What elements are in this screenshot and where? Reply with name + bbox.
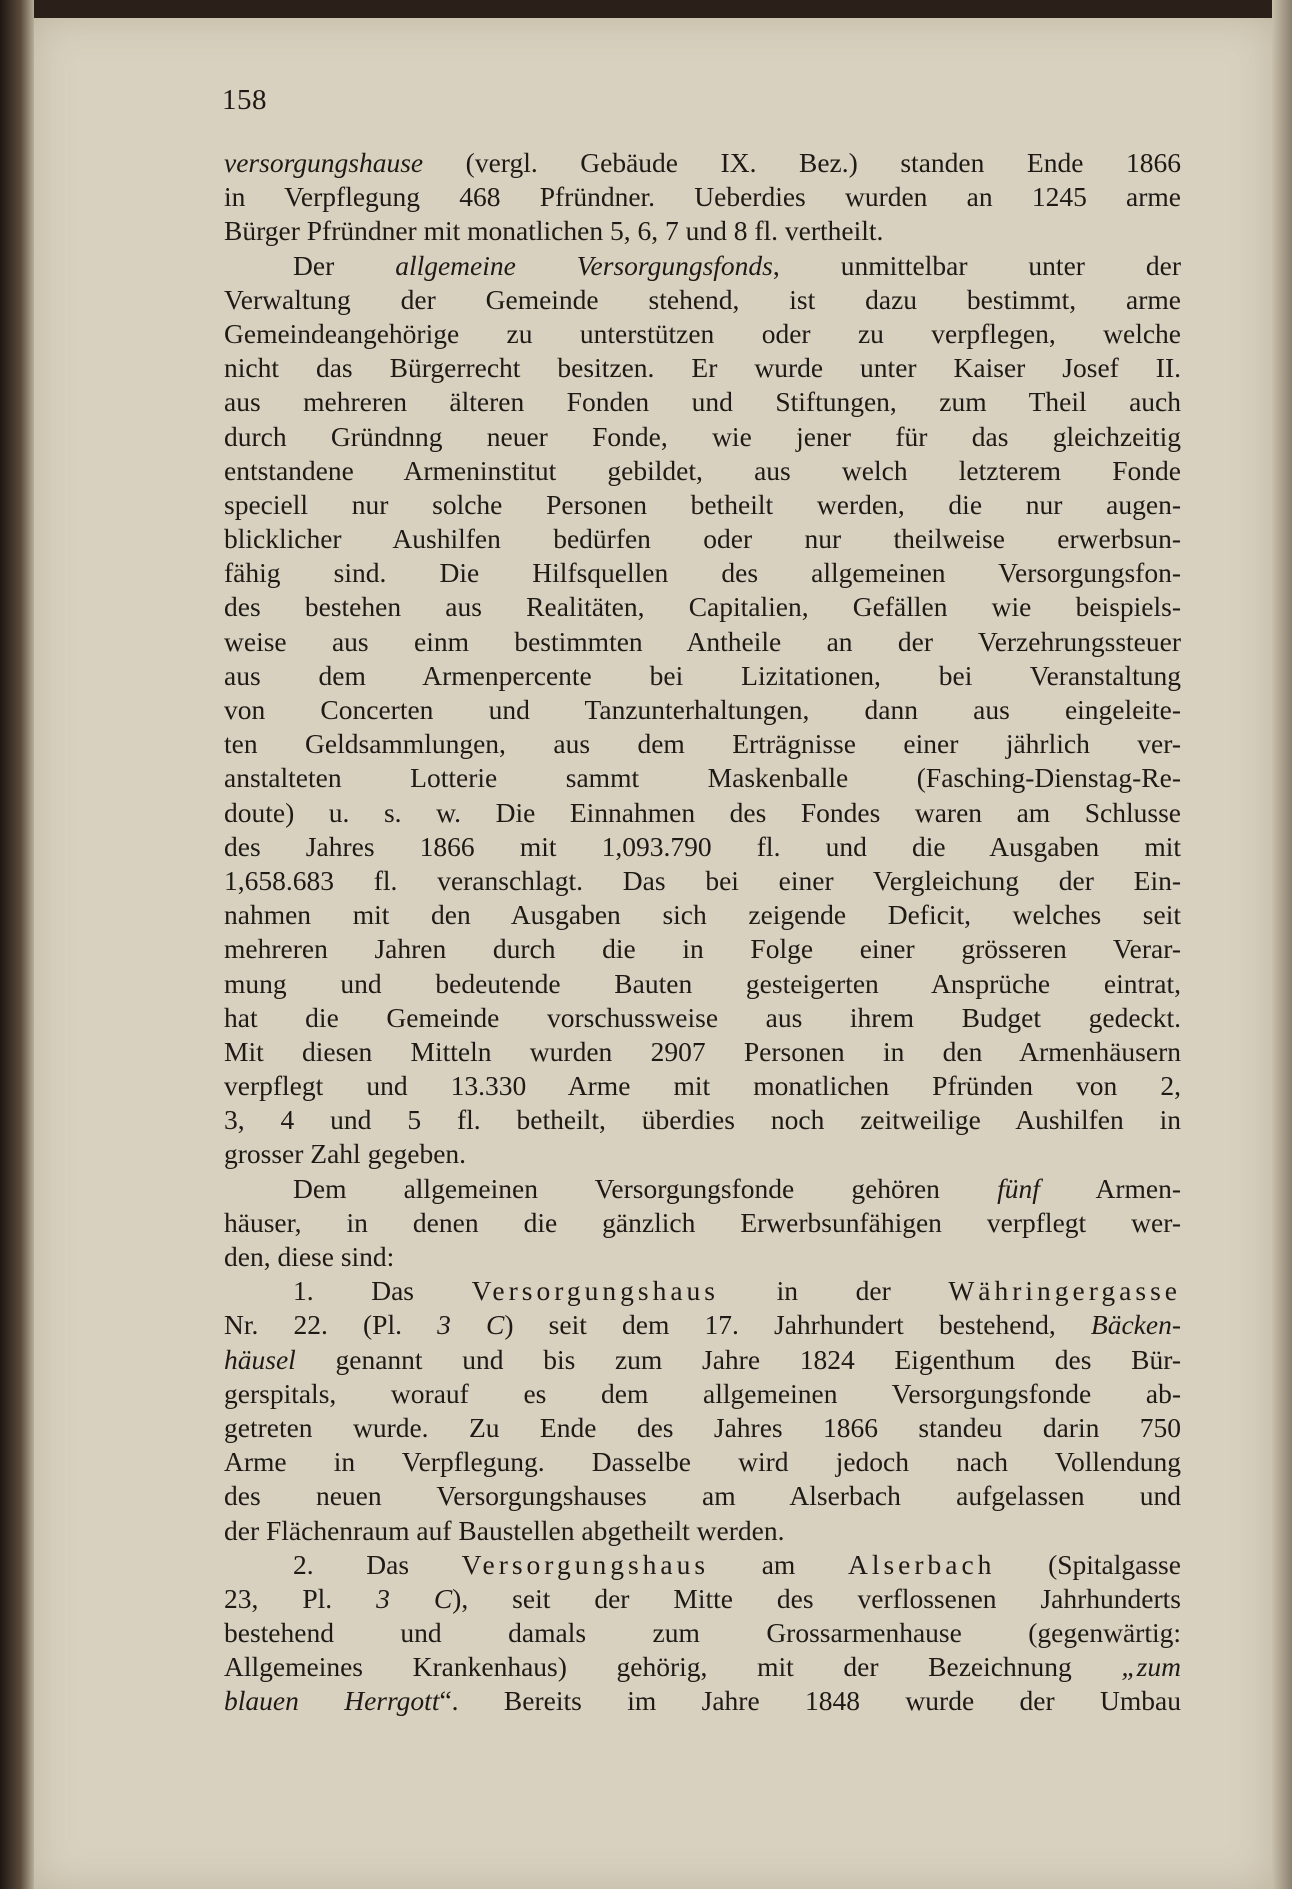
text-segment: in der [719,1275,949,1307]
text-segment: Armen- [1039,1172,1181,1204]
body-text [224,146,1181,1719]
text-segment: genannt und bis zum Jahre 1824 Eigenthum des Bür- [295,1343,1181,1375]
text-segment: den, diese sind: [224,1241,395,1272]
italic-text: versorgungshause [224,147,424,178]
text-segment: Bürger Pfründner mit monatlichen 5, 6, 7 und 8 fl. vertheilt. [224,215,884,247]
spaced-text: Versorgungshaus [461,1548,710,1580]
text-line [224,1616,1181,1650]
text-line [224,796,1181,830]
text-segment: Verwaltung der Gemeinde stehend, ist dazu bestimmt, arme [224,283,1181,315]
text-segment: nahmen mit den Ausgaben sich zeigende Deficit, welches seit [224,899,1181,931]
text-segment: speciell nur solche Personen betheilt werden, die nur augen- [224,488,1181,520]
text-segment: blicklicher Aushilfen bedürfen oder nur theilweise erwerbsun- [224,523,1181,555]
text-line [224,283,1181,317]
text-line [224,214,1181,248]
text-line [224,1172,1181,1206]
text-segment: verpflegt und 13.330 Arme mit monatlichen Pfründen von 2, [224,1070,1181,1102]
text-segment: Allgemeines Krankenhaus) gehörig, mit der Bezeichnung [224,1651,1122,1683]
text-segment: getreten wurde. Zu Ende des Jahres 1866 standeu darin 750 [224,1411,1181,1443]
text-segment: bestehend und damals zum Grossarmenhause (gegenwärtig: [224,1617,1181,1649]
text-line [224,1308,1181,1342]
text-segment: (Spitalgasse [995,1548,1181,1580]
spaced-text: Währingergasse [948,1275,1181,1307]
text-segment: Der [293,249,396,281]
text-line [224,1650,1181,1684]
text-segment: häuser, in denen die gänzlich Erwerbsunfähigen verpflegt wer- [224,1206,1181,1238]
text-segment: mung und bedeutende Bauten gesteigerten Ansprüche eintrat, [224,967,1181,999]
text-line [224,1240,1181,1274]
text-segment: entstandene Armeninstitut gebildet, aus welch letzterem Fonde [224,454,1181,486]
text-line [224,1445,1181,1479]
text-segment: des neuen Versorgungshauses am Alserbach aufgelassen und [224,1480,1181,1512]
text-segment: ) seit dem 17. Jahrhundert bestehend, [504,1309,1091,1341]
text-line [224,1343,1181,1377]
text-segment: 3, 4 und 5 fl. betheilt, überdies noch zeitweilige Aushilfen in [224,1104,1181,1136]
italic-text: fünf [997,1172,1040,1204]
text-segment: aus dem Armenpercente bei Lizitationen, bei Veranstaltung [224,659,1181,691]
text-segment: Gemeindeangehörige zu unterstützen oder zu verpflegen, welche [224,317,1181,349]
text-segment: doute) u. s. w. Die Einnahmen des Fondes waren am Schlusse [224,796,1181,828]
text-segment: 1. Das [293,1275,472,1307]
text-line [224,488,1181,522]
text-line [224,590,1181,624]
text-segment: “. Bereits im Jahre 1848 wurde der Umbau [439,1685,1181,1717]
spaced-text: Versorgungshaus [471,1275,720,1307]
text-line [224,180,1181,214]
text-segment: , unmittelbar unter der [772,249,1181,281]
text-segment: aus mehreren älteren Fonden und Stiftungen, zum Theil auch [224,386,1181,418]
text-segment: ), seit der Mitte des verflossenen Jahrhunderts [452,1582,1182,1614]
italic-text: allgemeine Versorgungsfonds [395,249,773,281]
text-segment: nicht das Bürgerrecht besitzen. Er wurde unter Kaiser Josef II. [224,352,1181,384]
text-segment: der Flächenraum auf Baustellen abgetheilt werden. [224,1514,785,1546]
text-segment: Nr. 22. (Pl. [224,1309,438,1341]
text-line [224,967,1181,1001]
text-line [224,864,1181,898]
text-line [224,1548,1181,1582]
page-number: 158 [222,84,267,116]
text-segment: mehreren Jahren durch die in Folge einer grösseren Verar- [224,933,1181,965]
book-gutter [0,0,34,1889]
text-segment: anstalteten Lotterie sammt Maskenballe (Fasching-Dienstag-Re- [224,762,1181,794]
text-line [224,761,1181,795]
text-line [224,1103,1181,1137]
text-segment: durch Gründnng neuer Fonde, wie jener für das gleichzeitig [224,420,1181,452]
text-line [224,1411,1181,1445]
text-line [224,659,1181,693]
text-segment: des Jahres 1866 mit 1,093.790 fl. und die Ausgaben mit [224,830,1181,862]
text-segment: Mit diesen Mitteln wurden 2907 Personen in den Armenhäusern [224,1035,1181,1067]
italic-text: „zum [1121,1651,1181,1683]
text-segment: 23, Pl. [224,1582,377,1614]
text-segment: (vergl. Gebäude IX. Bez.) standen Ende 1866 [423,147,1181,178]
text-segment: Arme in Verpflegung. Dasselbe wird jedoch nach Vollendung [224,1446,1181,1478]
text-segment: ten Geldsammlungen, aus dem Erträgnisse einer jährlich ver- [224,728,1181,760]
text-segment: 2. Das [293,1548,462,1580]
text-line [224,932,1181,966]
text-line [224,249,1181,283]
text-segment: Dem allgemeinen Versorgungsfonde gehören [293,1172,998,1204]
text-line [224,1377,1181,1411]
text-segment: weise aus einm bestimmten Antheile an der Verzehrungssteuer [224,625,1181,657]
text-segment: von Concerten und Tanzunterhaltungen, dann aus eingeleite- [224,694,1181,725]
text-line [224,1206,1181,1240]
text-line [224,317,1181,351]
text-line [224,1479,1181,1513]
text-line [224,556,1181,590]
text-segment: in Verpflegung 468 Pfründner. Ueberdies wurden an 1245 arme [224,181,1181,213]
text-segment: am [709,1548,848,1580]
text-segment: 1,658.683 fl. veranschlagt. Das bei einer Vergleichung der Ein- [224,864,1181,896]
text-line [224,1274,1181,1308]
italic-text: häusel [224,1343,296,1375]
text-line [224,1069,1181,1103]
text-line [224,420,1181,454]
spaced-text: Alserbach [847,1548,996,1580]
text-line [224,146,1181,180]
text-segment: gerspitals, worauf es dem allgemeinen Versorgungsfonde ab- [224,1377,1181,1409]
page-edge [1272,0,1292,1889]
text-line [224,522,1181,556]
text-line [224,351,1181,385]
text-line [224,1137,1181,1171]
italic-text: 3 C [437,1309,505,1341]
text-line [224,625,1181,659]
italic-text: blauen Herrgott [224,1685,440,1717]
text-line [224,1035,1181,1069]
text-line [224,830,1181,864]
text-line [224,727,1181,761]
text-line [224,898,1181,932]
text-line [224,454,1181,488]
text-line [224,693,1181,727]
text-segment: des bestehen aus Realitäten, Capitalien, Gefällen wie beispiels- [224,591,1181,623]
text-segment: fähig sind. Die Hilfsquellen des allgemeinen Versorgungsfon- [224,557,1181,589]
text-segment: hat die Gemeinde vorschussweise aus ihrem Budget gedeckt. [224,1001,1181,1033]
italic-text: Bäcken- [1090,1309,1181,1341]
text-line [224,1514,1181,1548]
text-line [224,385,1181,419]
text-line [224,1001,1181,1035]
text-line [224,1582,1181,1616]
text-line [224,1684,1181,1718]
italic-text: 3 C [376,1582,453,1614]
text-segment: grosser Zahl gegeben. [224,1138,467,1170]
